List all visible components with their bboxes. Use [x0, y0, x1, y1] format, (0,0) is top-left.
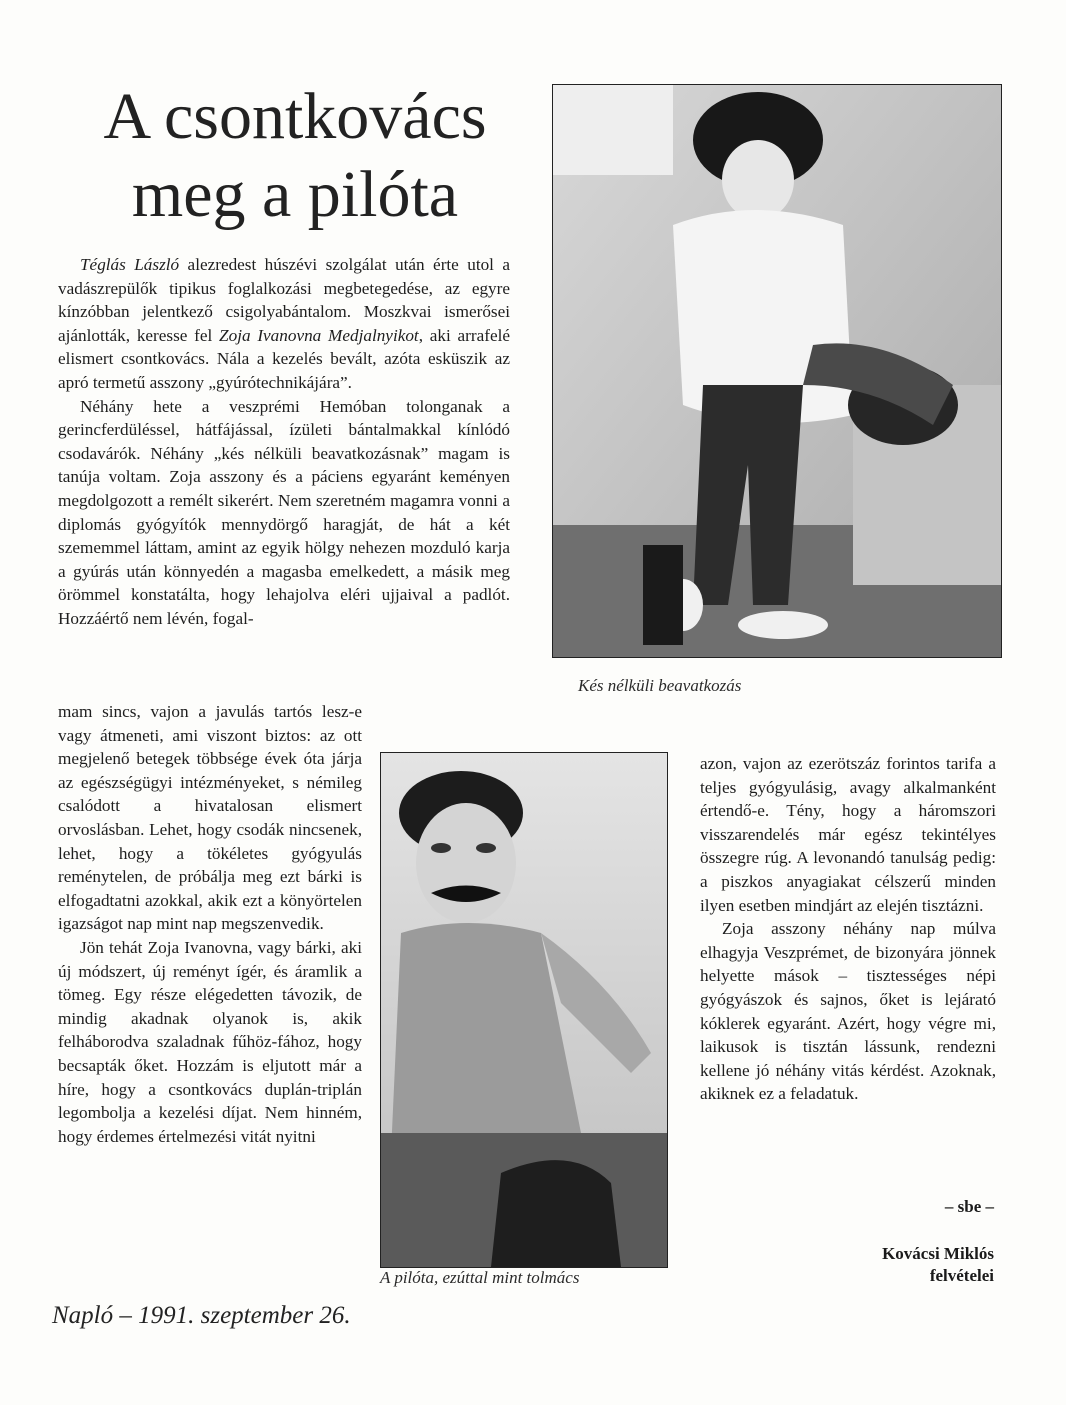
paragraph-3: Jön tehát Zoja Ivanovna, vagy bárki, aki új módszert, új reményt ígér, és áramlik a tömeg. Egy része elégedetten távozik, de mindig akadnak olyanok is, akik felháborodva szaladnak fűhöz-fához, hogy becsapták őket. Hozzám is eljutott már a híre, hogy a csontkovács duplán-triplán legombolja a kezelési díjat. Nem hinném, hogy érdemes értelmezési vitát nyitni [58, 937, 362, 1146]
paragraph-3-continued: azon, vajon az ezerötszáz forintos tarifa a teljes gyógyulásig, avagy alkalmanként értendő-e. Tény, hogy a háromszori visszarendelés már egész tekintélyes összegre rúg. A levonandó tanulság pedig: a piszkos anyagiakat célszerű minden ilyen esetben mindjárt az elején tisztázni. [700, 754, 996, 915]
paragraph-1 [58, 253, 510, 395]
article-column-right [700, 752, 996, 1106]
photo-pilot [380, 752, 668, 1268]
author-signature: – sbe – [944, 1197, 994, 1216]
headline-line-2: meg a pilóta [131, 158, 459, 231]
article-column-left-top [58, 253, 510, 631]
photo-pilot-caption: A pilóta, ezúttal mint tolmács [380, 1268, 580, 1287]
person-name-zoja: Zoja Ivanovna Medjalnyikot [219, 325, 419, 345]
headline-line-1: A csontkovács [103, 80, 487, 153]
paragraph-2-continued: mam sincs, vajon a javulás tartós lesz-e vagy átmeneti, ami viszont biztos: az ott megjelenő betegek többsége évek óta járja az egészségügyi intézményeket, s némileg csalódott a hivatalosan elismert orvoslásban. Lehet, hogy csodák nincsenek, lehet, hogy a tökéletes gyógyulás reménytelen, de próbálja meg ezt bárki is elfogadtatni azokkal, akik ezt a könyörtelen igazságot nap mint nap megszenvedik. [58, 702, 362, 934]
person-name-teglas: Téglás László [80, 255, 180, 274]
publication-source: Napló – 1991. szeptember 26. [52, 1302, 351, 1329]
headline [60, 78, 530, 234]
photo-treatment [552, 84, 1002, 658]
paragraph-1-part-1: alezredest húszévi szolgálat után érte utol a vadászrepülők tipikus foglalkozási megbetegedése, az egyre kínzóbban jelentkező csigolyabántalom. Moszkvai ismerősei ajánlották, keresse fel [58, 255, 510, 345]
photo-treatment-caption: Kés nélküli beavatkozás [578, 676, 742, 695]
photo-credit-label: felvételei [929, 1266, 994, 1285]
photo-credit-name: Kovácsi Miklós [882, 1244, 994, 1263]
paragraph-2: Néhány hete a veszprémi Hemóban tolonganak a gerincferdüléssel, hátfájással, ízületi bántalmakkal kínlódó csodavárók. Néhány „kés nélküli beavatkozásnak” magam is tanúja voltam. Zoja asszony és a páciens egyaránt keményen megdolgozott a remélt sikerért. Nem szeretném magamra vonni a diplomás gyógyítók mennydörgő haragját, de hát a két szememmel láttam, amint az egyik hölgy nehezen mozduló karja a gyúrás után könnyedén a magasba emelkedett, a másik meg örömmel konstatálta, hogy lehajolva eléri ujjaival a padlót. Hozzáértő nem lévén, fogal- [58, 396, 510, 628]
photo-treatment-image [553, 85, 1001, 657]
paragraph-1-part-2: , aki arrafelé elismert csontkovács. Nála a kezelés bevált, azóta esküszik az apró termetű asszony „gyúrótechnikájára”. [58, 325, 510, 392]
article-column-left-bottom [58, 700, 362, 1148]
photo-credit [774, 1243, 994, 1287]
paragraph-4: Zoja asszony néhány nap múlva elhagyja Veszprémet, de bizonyára jönnek helyette mások – tisztességes népi gyógyászok és sajnos, őket is lejárató kóklerek egyaránt. Azért, hogy végre mi, laikusok is tisztán lássunk, rendezni kellene jó néhány vitás kérdést. Azoknak, akiknek ez a feladatuk. [700, 919, 996, 1104]
photo-pilot-image [381, 753, 667, 1267]
